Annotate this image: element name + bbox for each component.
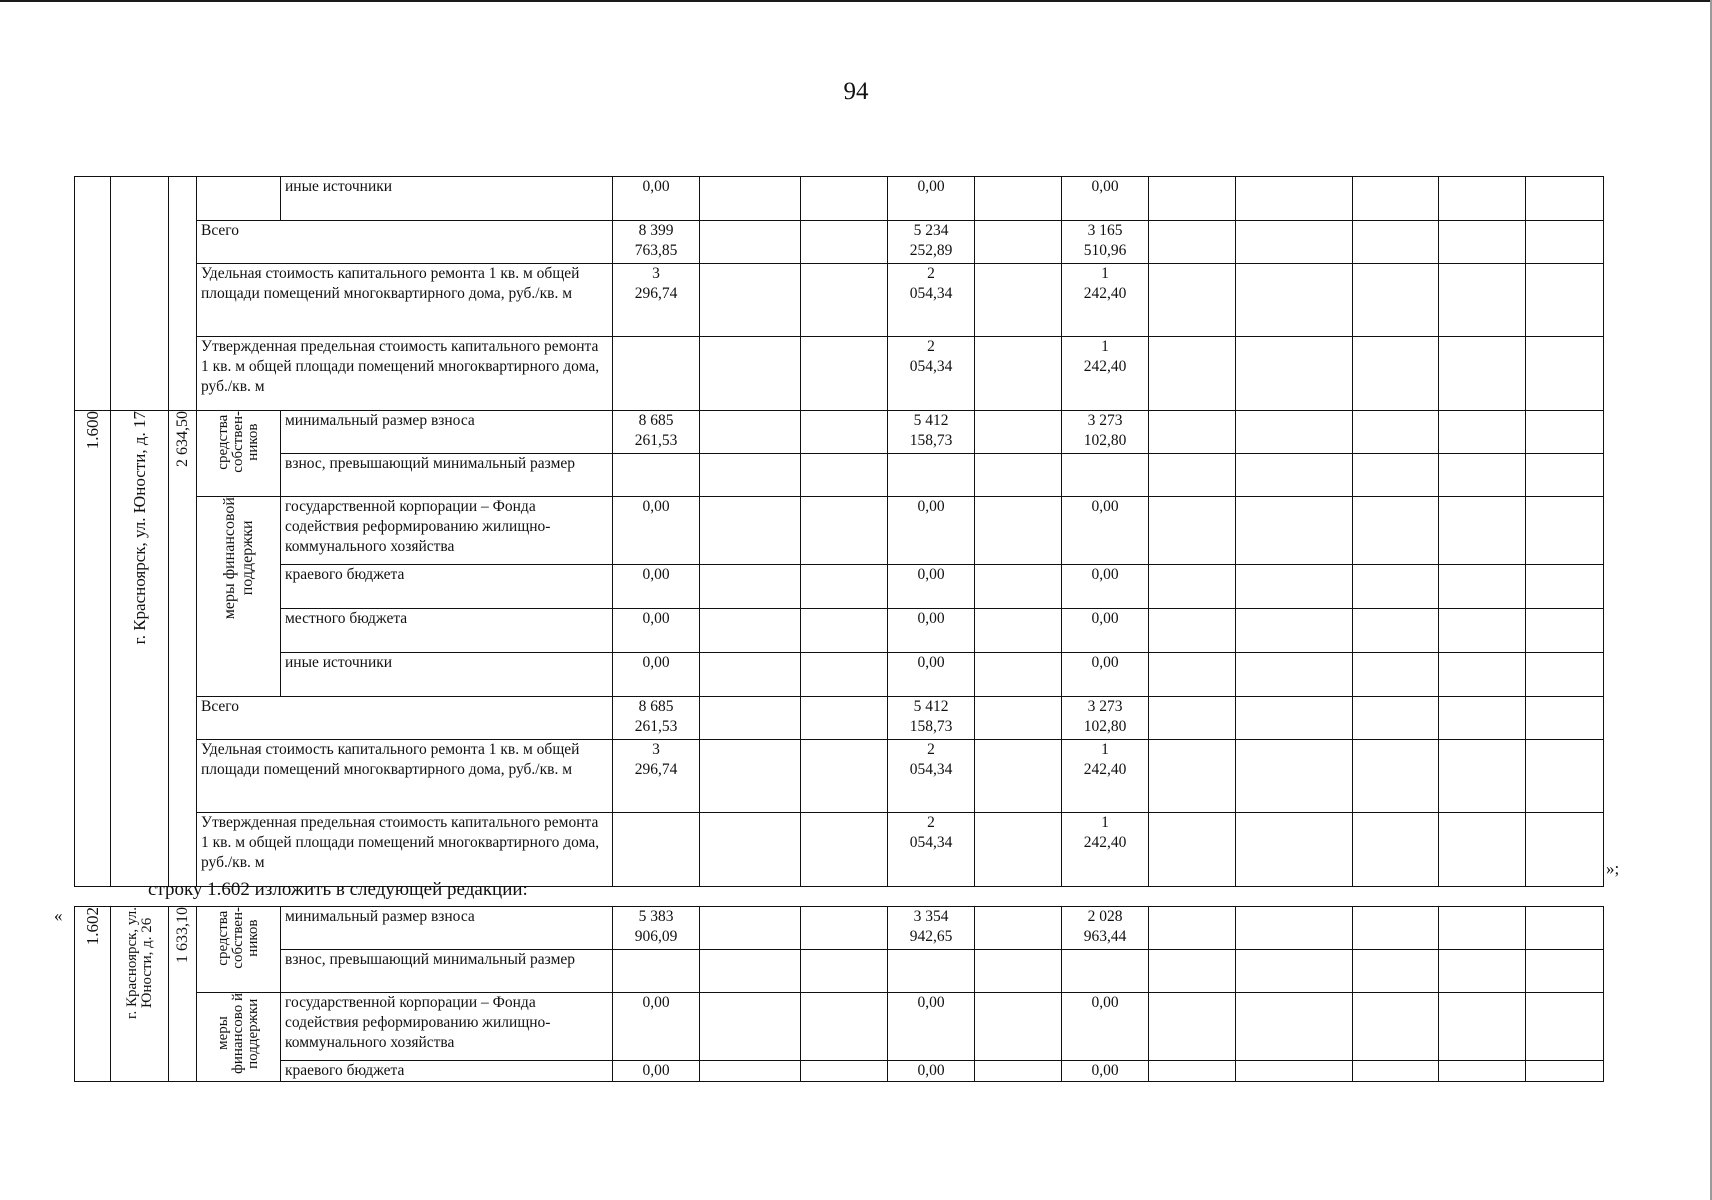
closing-quote: »;	[1606, 859, 1620, 878]
cost-col-2	[700, 264, 801, 337]
cost-col-5	[975, 993, 1062, 1061]
cost-col-3	[801, 740, 888, 813]
cost-col-7	[1149, 411, 1236, 454]
cost-col-9	[1353, 950, 1439, 993]
cost-col-6: 0,00	[1062, 497, 1149, 565]
cost-col-10	[1439, 740, 1526, 813]
cost-col-3	[801, 697, 888, 740]
table-row	[75, 454, 1604, 497]
cost-col-3	[801, 337, 888, 411]
cost-col-11	[1526, 337, 1604, 411]
cost-col-11	[1526, 411, 1604, 454]
cost-col-8	[1236, 411, 1353, 454]
cost-col-8	[1236, 740, 1353, 813]
cost-total: 0,00	[613, 497, 700, 565]
cost-col-5	[975, 497, 1062, 565]
record-area	[169, 411, 197, 887]
cost-col-4: 0,00	[888, 1061, 975, 1082]
cost-col-11	[1526, 1061, 1604, 1082]
capital-repair-table-2	[74, 906, 1604, 1082]
source-label: взнос, превышающий минимальный размер	[281, 950, 613, 993]
cost-total	[613, 454, 700, 497]
cost-col-10	[1439, 337, 1526, 411]
cost-col-4: 0,00	[888, 497, 975, 565]
source-label: краевого бюджета	[281, 1061, 613, 1082]
cost-col-6: 1 242,40	[1062, 813, 1149, 887]
cost-col-6: 1 242,40	[1062, 740, 1149, 813]
table-row	[75, 993, 1604, 1061]
cost-col-9	[1353, 653, 1439, 697]
table-row	[75, 697, 1604, 740]
cost-col-2	[700, 609, 801, 653]
page-number: 94	[843, 78, 869, 105]
cost-col-5	[975, 653, 1062, 697]
cost-col-8	[1236, 697, 1353, 740]
cost-total: 0,00	[613, 653, 700, 697]
cost-col-7	[1149, 993, 1236, 1061]
cost-col-9	[1353, 697, 1439, 740]
cost-col-11	[1526, 264, 1604, 337]
source-label: местного бюджета	[281, 609, 613, 653]
record-area-text: 1 633,10	[173, 907, 191, 963]
cost-col-6: 0,00	[1062, 1061, 1149, 1082]
cost-col-3	[801, 565, 888, 609]
cost-col-8	[1236, 565, 1353, 609]
cost-col-2	[700, 565, 801, 609]
cost-col-11	[1526, 813, 1604, 887]
cost-total: 3 296,74	[613, 740, 700, 813]
cost-col-9	[1353, 1061, 1439, 1082]
cost-col-4: 0,00	[888, 609, 975, 653]
table-row	[75, 907, 1604, 950]
cost-col-2	[700, 950, 801, 993]
unit-cost-label: Утвержденная предельная стоимость капитального ремонта 1 кв. м общей площади помещений многоквартирного дома, руб./кв. м	[197, 337, 613, 411]
cost-col-9	[1353, 177, 1439, 221]
unit-cost-label: Удельная стоимость капитального ремонта 1 кв. м общей площади помещений многоквартирного дома, руб./кв. м	[197, 740, 613, 813]
table-row	[75, 264, 1604, 337]
cost-col-11	[1526, 565, 1604, 609]
cost-col-8	[1236, 337, 1353, 411]
cost-col-8	[1236, 907, 1353, 950]
cost-col-6	[1062, 454, 1149, 497]
cost-col-2	[700, 497, 801, 565]
cost-col-7	[1149, 177, 1236, 221]
table-row	[75, 950, 1604, 993]
cost-col-4: 0,00	[888, 653, 975, 697]
cost-col-11	[1526, 497, 1604, 565]
cost-col-7	[1149, 907, 1236, 950]
cost-col-6: 0,00	[1062, 993, 1149, 1061]
cost-col-11	[1526, 907, 1604, 950]
table-row	[75, 221, 1604, 264]
cost-col-3	[801, 950, 888, 993]
cost-col-9	[1353, 565, 1439, 609]
cost-total: 8 685 261,53	[613, 411, 700, 454]
cost-col-10	[1439, 993, 1526, 1061]
cost-col-5	[975, 565, 1062, 609]
cost-col-8	[1236, 264, 1353, 337]
cost-col-5	[975, 740, 1062, 813]
cost-col-8	[1236, 454, 1353, 497]
unit-cost-label: Удельная стоимость капитального ремонта 1 кв. м общей площади помещений многоквартирного дома, руб./кв. м	[197, 264, 613, 337]
cost-col-3	[801, 907, 888, 950]
cost-col-10	[1439, 697, 1526, 740]
record-address-text: г. Красноярск, ул. Юности, д. 26	[123, 907, 155, 1019]
table-row	[75, 740, 1604, 813]
record-address	[111, 411, 169, 887]
cost-col-5	[975, 264, 1062, 337]
cost-total: 3 296,74	[613, 264, 700, 337]
cost-col-4: 0,00	[888, 993, 975, 1061]
capital-repair-table-1	[74, 176, 1604, 887]
cost-col-7	[1149, 1061, 1236, 1082]
cost-col-9	[1353, 337, 1439, 411]
cost-col-3	[801, 264, 888, 337]
cost-col-7	[1149, 565, 1236, 609]
cost-col-8	[1236, 609, 1353, 653]
cost-col-2	[700, 411, 801, 454]
cost-col-2	[700, 177, 801, 221]
prev-support-group	[197, 177, 281, 221]
record-number	[75, 411, 111, 887]
cost-col-7	[1149, 740, 1236, 813]
cost-col-4: 2 054,34	[888, 264, 975, 337]
cost-col-10	[1439, 907, 1526, 950]
cost-col-9	[1353, 813, 1439, 887]
prev-record-address	[111, 177, 169, 411]
cost-col-6: 0,00	[1062, 177, 1149, 221]
financial-support-group-text: меры финансово й поддержки	[215, 993, 261, 1074]
cost-col-7	[1149, 697, 1236, 740]
source-label: взнос, превышающий минимальный размер	[281, 454, 613, 497]
cost-total: 0,00	[613, 565, 700, 609]
cost-col-6: 0,00	[1062, 609, 1149, 653]
cost-col-9	[1353, 609, 1439, 653]
owners-funds-group-text: средства собствен- ников	[215, 907, 261, 969]
cost-col-3	[801, 177, 888, 221]
cost-col-9	[1353, 993, 1439, 1061]
table-row	[75, 497, 1604, 565]
cost-col-6: 3 165 510,96	[1062, 221, 1149, 264]
cost-col-3	[801, 813, 888, 887]
cost-col-2	[700, 907, 801, 950]
cost-col-4: 5 234 252,89	[888, 221, 975, 264]
cost-col-7	[1149, 454, 1236, 497]
cost-total: 5 383 906,09	[613, 907, 700, 950]
amendment-instruction: строку 1.602 изложить в следующей редакции:	[148, 879, 528, 900]
table-row	[75, 565, 1604, 609]
record-area-text: 2 634,50	[173, 411, 191, 467]
cost-col-10	[1439, 813, 1526, 887]
cost-col-9	[1353, 411, 1439, 454]
cost-col-8	[1236, 177, 1353, 221]
cost-col-6: 3 273 102,80	[1062, 697, 1149, 740]
cost-col-2	[700, 740, 801, 813]
cost-col-2	[700, 813, 801, 887]
cost-col-9	[1353, 264, 1439, 337]
record-address	[111, 907, 169, 1082]
table-row	[75, 609, 1604, 653]
source-label: минимальный размер взноса	[281, 411, 613, 454]
cost-col-11	[1526, 221, 1604, 264]
cost-col-8	[1236, 993, 1353, 1061]
cost-col-3	[801, 993, 888, 1061]
cost-col-4: 3 354 942,65	[888, 907, 975, 950]
cost-col-2	[700, 1061, 801, 1082]
cost-col-7	[1149, 950, 1236, 993]
cost-col-4: 5 412 158,73	[888, 697, 975, 740]
source-label: минимальный размер взноса	[281, 907, 613, 950]
cost-col-9	[1353, 221, 1439, 264]
cost-col-3	[801, 609, 888, 653]
cost-total: 0,00	[613, 1061, 700, 1082]
cost-col-10	[1439, 950, 1526, 993]
cost-col-3	[801, 1061, 888, 1082]
table-row	[75, 1061, 1604, 1082]
cost-col-4: 0,00	[888, 565, 975, 609]
cost-col-5	[975, 950, 1062, 993]
cost-col-11	[1526, 697, 1604, 740]
cost-col-11	[1526, 653, 1604, 697]
cost-col-11	[1526, 609, 1604, 653]
financial-support-group	[197, 993, 281, 1082]
cost-col-5	[975, 221, 1062, 264]
cost-col-5	[975, 411, 1062, 454]
cost-col-2	[700, 337, 801, 411]
cost-col-9	[1353, 454, 1439, 497]
cost-col-11	[1526, 177, 1604, 221]
cost-col-6: 0,00	[1062, 565, 1149, 609]
cost-col-10	[1439, 264, 1526, 337]
cost-col-5	[975, 454, 1062, 497]
cost-col-10	[1439, 454, 1526, 497]
cost-col-7	[1149, 264, 1236, 337]
cost-col-3	[801, 653, 888, 697]
cost-col-8	[1236, 950, 1353, 993]
cost-col-3	[801, 497, 888, 565]
cost-col-3	[801, 411, 888, 454]
cost-col-10	[1439, 177, 1526, 221]
cost-col-3	[801, 221, 888, 264]
cost-col-9	[1353, 497, 1439, 565]
cost-col-7	[1149, 221, 1236, 264]
unit-cost-label: Утвержденная предельная стоимость капитального ремонта 1 кв. м общей площади помещений многоквартирного дома, руб./кв. м	[197, 813, 613, 887]
cost-col-9	[1353, 907, 1439, 950]
cost-total: 0,00	[613, 609, 700, 653]
cost-col-5	[975, 177, 1062, 221]
cost-col-6: 2 028 963,44	[1062, 907, 1149, 950]
source-label: государственной корпорации – Фонда содействия реформированию жилищно-коммунального хозяйства	[281, 993, 613, 1061]
table-row	[75, 653, 1604, 697]
cost-col-2	[700, 697, 801, 740]
cost-col-6: 1 242,40	[1062, 264, 1149, 337]
cost-col-11	[1526, 454, 1604, 497]
total-label: Всего	[197, 221, 613, 264]
cost-col-4: 5 412 158,73	[888, 411, 975, 454]
cost-col-3	[801, 454, 888, 497]
table-row	[75, 337, 1604, 411]
cost-col-8	[1236, 221, 1353, 264]
owners-funds-group	[197, 907, 281, 993]
record-number	[75, 907, 111, 1082]
cost-col-6: 1 242,40	[1062, 337, 1149, 411]
cost-col-7	[1149, 609, 1236, 653]
record-area	[169, 907, 197, 1082]
cost-col-6	[1062, 950, 1149, 993]
record-number-text: 1.600	[82, 411, 102, 450]
cost-col-10	[1439, 497, 1526, 565]
cost-col-11	[1526, 993, 1604, 1061]
table-row	[75, 177, 1604, 221]
cost-total	[613, 337, 700, 411]
cost-col-4: 2 054,34	[888, 740, 975, 813]
table-row	[75, 813, 1604, 887]
cost-col-5	[975, 813, 1062, 887]
cost-col-8	[1236, 1061, 1353, 1082]
total-label: Всего	[197, 697, 613, 740]
cost-col-7	[1149, 813, 1236, 887]
record-number-text: 1.602	[82, 907, 102, 946]
cost-total: 8 685 261,53	[613, 697, 700, 740]
cost-col-5	[975, 337, 1062, 411]
cost-col-2	[700, 993, 801, 1061]
financial-support-group	[197, 497, 281, 697]
cost-col-8	[1236, 813, 1353, 887]
cost-col-11	[1526, 950, 1604, 993]
cost-col-7	[1149, 653, 1236, 697]
cost-col-4	[888, 454, 975, 497]
cost-col-4: 0,00	[888, 177, 975, 221]
cost-col-10	[1439, 609, 1526, 653]
prev-record-area	[169, 177, 197, 411]
cost-col-5	[975, 1061, 1062, 1082]
cost-total	[613, 950, 700, 993]
cost-col-10	[1439, 1061, 1526, 1082]
cost-col-2	[700, 653, 801, 697]
cost-col-6: 0,00	[1062, 653, 1149, 697]
cost-col-9	[1353, 740, 1439, 813]
cost-total: 8 399 763,85	[613, 221, 700, 264]
record-address-text: г. Красноярск, ул. Юности, д. 17	[129, 411, 149, 645]
cost-col-5	[975, 697, 1062, 740]
cost-col-8	[1236, 653, 1353, 697]
cost-col-10	[1439, 653, 1526, 697]
cost-col-8	[1236, 497, 1353, 565]
table-row	[75, 411, 1604, 454]
cost-col-4: 2 054,34	[888, 813, 975, 887]
cost-col-7	[1149, 497, 1236, 565]
cost-col-10	[1439, 411, 1526, 454]
source-label: иные источники	[281, 177, 613, 221]
cost-col-4	[888, 950, 975, 993]
cost-col-7	[1149, 337, 1236, 411]
cost-col-11	[1526, 740, 1604, 813]
prev-record-number	[75, 177, 111, 411]
source-label: иные источники	[281, 653, 613, 697]
opening-quote: «	[54, 906, 63, 925]
financial-support-group-text: меры финансовой поддержки	[220, 497, 256, 620]
cost-col-4: 2 054,34	[888, 337, 975, 411]
scan-top-edge	[0, 0, 1712, 2]
owners-funds-group-text: средства собствен- ников	[215, 411, 261, 473]
source-label: государственной корпорации – Фонда содействия реформированию жилищно-коммунального хозяйства	[281, 497, 613, 565]
cost-col-5	[975, 907, 1062, 950]
cost-col-10	[1439, 565, 1526, 609]
cost-col-2	[700, 221, 801, 264]
cost-col-10	[1439, 221, 1526, 264]
source-label: краевого бюджета	[281, 565, 613, 609]
cost-col-6: 3 273 102,80	[1062, 411, 1149, 454]
cost-total: 0,00	[613, 177, 700, 221]
cost-col-5	[975, 609, 1062, 653]
cost-total	[613, 813, 700, 887]
cost-col-2	[700, 454, 801, 497]
owners-funds-group	[197, 411, 281, 497]
cost-total: 0,00	[613, 993, 700, 1061]
